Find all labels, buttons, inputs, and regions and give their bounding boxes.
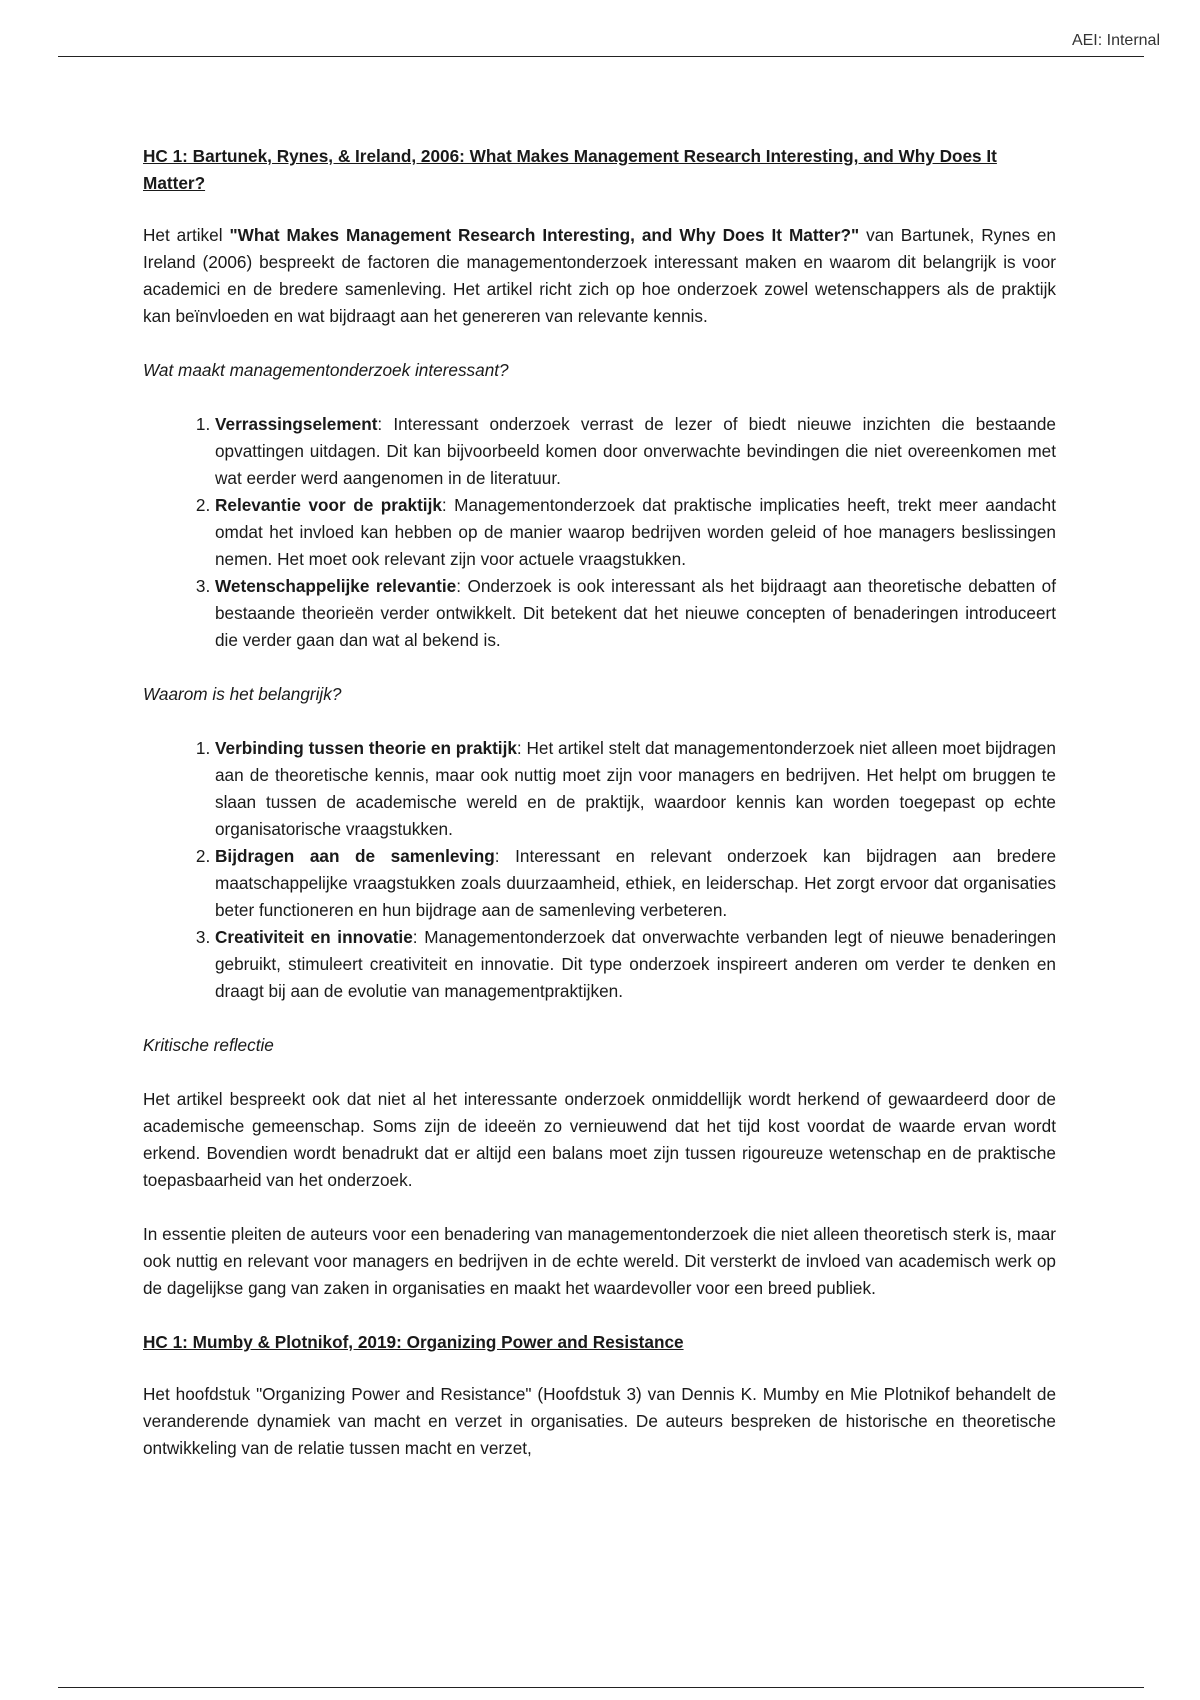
list-item (215, 843, 1056, 924)
list-item (215, 924, 1056, 1005)
list-item-lead: Relevantie voor de praktijk (215, 495, 442, 515)
list-item-lead: Verbinding tussen theorie en praktijk (215, 738, 517, 758)
list-item-text: : Interessant en relevant onderzoek kan bijdragen aan bredere maatschappelijke vraagstukken zoals duurzaamheid, ethiek, en leiderschap. Het zorgt ervoor dat organisaties beter functioneren en hun bijdrage aan de samenleving verbeteren. (215, 846, 1057, 920)
footer-rule (58, 1687, 1144, 1688)
intro-prefix: Het artikel (143, 225, 230, 245)
subsection-heading: Waarom is het belangrijk? (143, 684, 342, 704)
list-item (215, 735, 1056, 843)
reflection-paragraph: Het artikel bespreekt ook dat niet al het interessante onderzoek onmiddellijk wordt herkend of gewaardeerd door de academische gemeenschap. Soms zijn de ideeën zo vernieuwend dat het tijd kost voordat de waarde ervan wordt erkend. Bovendien wordt benadrukt dat er altijd een balans moet zijn tussen rigoureuze wetenschap en de praktische toepasbaarheid van het onderzoek. (143, 1089, 1056, 1190)
intro-paragraph: Het hoofdstuk "Organizing Power and Resistance" (Hoofdstuk 3) van Dennis K. Mumby en Mie Plotnikof behandelt de veranderende dynamiek van macht en verzet in organisaties. De auteurs bespreken de historische en theoretische ontwikkeling van de relatie tussen macht en verzet, (143, 1384, 1056, 1458)
conclusion-paragraph: In essentie pleiten de auteurs voor een benadering van managementonderzoek die niet alleen theoretisch sterk is, maar ook nuttig en relevant voor managers en bedrijven in de echte wereld. Dit versterkt de invloed van academisch werk op de dagelijkse gang van zaken in organisaties en maakt het waardevoller voor een breed publiek. (143, 1224, 1056, 1298)
list-item-text: : Interessant onderzoek verrast de lezer of biedt nieuwe inzichten die bestaande opvattingen uitdagen. Dit kan bijvoorbeeld komen door onverwachte bevindingen die niet overeenkomen met wat eerder werd aangenomen in de literatuur. (215, 414, 1056, 488)
section-heading: HC 1: Mumby & Plotnikof, 2019: Organizing Power and Resistance (143, 1332, 684, 1352)
subsection-heading: Kritische reflectie (143, 1035, 274, 1055)
intro-suffix: van Bartunek, Rynes en Ireland (2006) bespreekt de factoren die managementonderzoek interessant maken en waarom dit belangrijk is voor academici en de bredere samenleving. Het artikel richt zich op hoe onderzoek zowel wetenschappers als de praktijk kan beïnvloeden en wat bijdraagt aan het genereren van relevante kennis. (143, 225, 1056, 326)
list-item (215, 411, 1056, 492)
list-item-lead: Creativiteit en innovatie (215, 927, 413, 947)
numbered-list (143, 735, 1056, 1005)
article-title: "What Makes Management Research Interesting, and Why Does It Matter?" (229, 225, 860, 245)
list-item-text: : Onderzoek is ook interessant als het bijdraagt aan theoretische debatten of bestaande theorieën verder ontwikkelt. Dit betekent dat het nieuwe concepten of benaderingen introduceert die verder gaan dan wat al bekend is. (215, 576, 1056, 650)
header-rule (58, 56, 1144, 57)
numbered-list (143, 411, 1056, 654)
document-body (143, 143, 1056, 1489)
list-item-lead: Verrassingselement (215, 414, 378, 434)
list-item (215, 573, 1056, 654)
list-item-lead: Bijdragen aan de samenleving (215, 846, 495, 866)
subsection-heading: Wat maakt managementonderzoek interessant? (143, 360, 509, 380)
intro-paragraph (143, 222, 1056, 330)
list-item-lead: Wetenschappelijke relevantie (215, 576, 457, 596)
classification-label: AEI: Internal (1071, 32, 1160, 49)
list-item-text: : Het artikel stelt dat managementonderzoek niet alleen moet bijdragen aan de theoretische kennis, maar ook nuttig moet zijn voor managers en bedrijven. Het helpt om bruggen te slaan tussen de academische wereld en de praktijk, waardoor kennis kan worden toegepast op echte organisatorische vraagstukken. (215, 738, 1056, 839)
list-item-text: : Managementonderzoek dat onverwachte verbanden legt of nieuwe benaderingen gebruikt, stimuleert creativiteit en innovatie. Dit type onderzoek inspireert anderen om verder te denken en draagt bij aan de evolutie van managementpraktijken. (215, 927, 1057, 1001)
list-item-text: : Managementonderzoek dat praktische implicaties heeft, trekt meer aandacht omdat het invloed kan hebben op de manier waarop bedrijven worden geleid of hoe managers beslissingen nemen. Het moet ook relevant zijn voor actuele vraagstukken. (215, 495, 1056, 569)
section-heading: HC 1: Bartunek, Rynes, & Ireland, 2006: What Makes Management Research Interesting, and Why Does It Matter? (143, 146, 997, 193)
list-item (215, 492, 1056, 573)
